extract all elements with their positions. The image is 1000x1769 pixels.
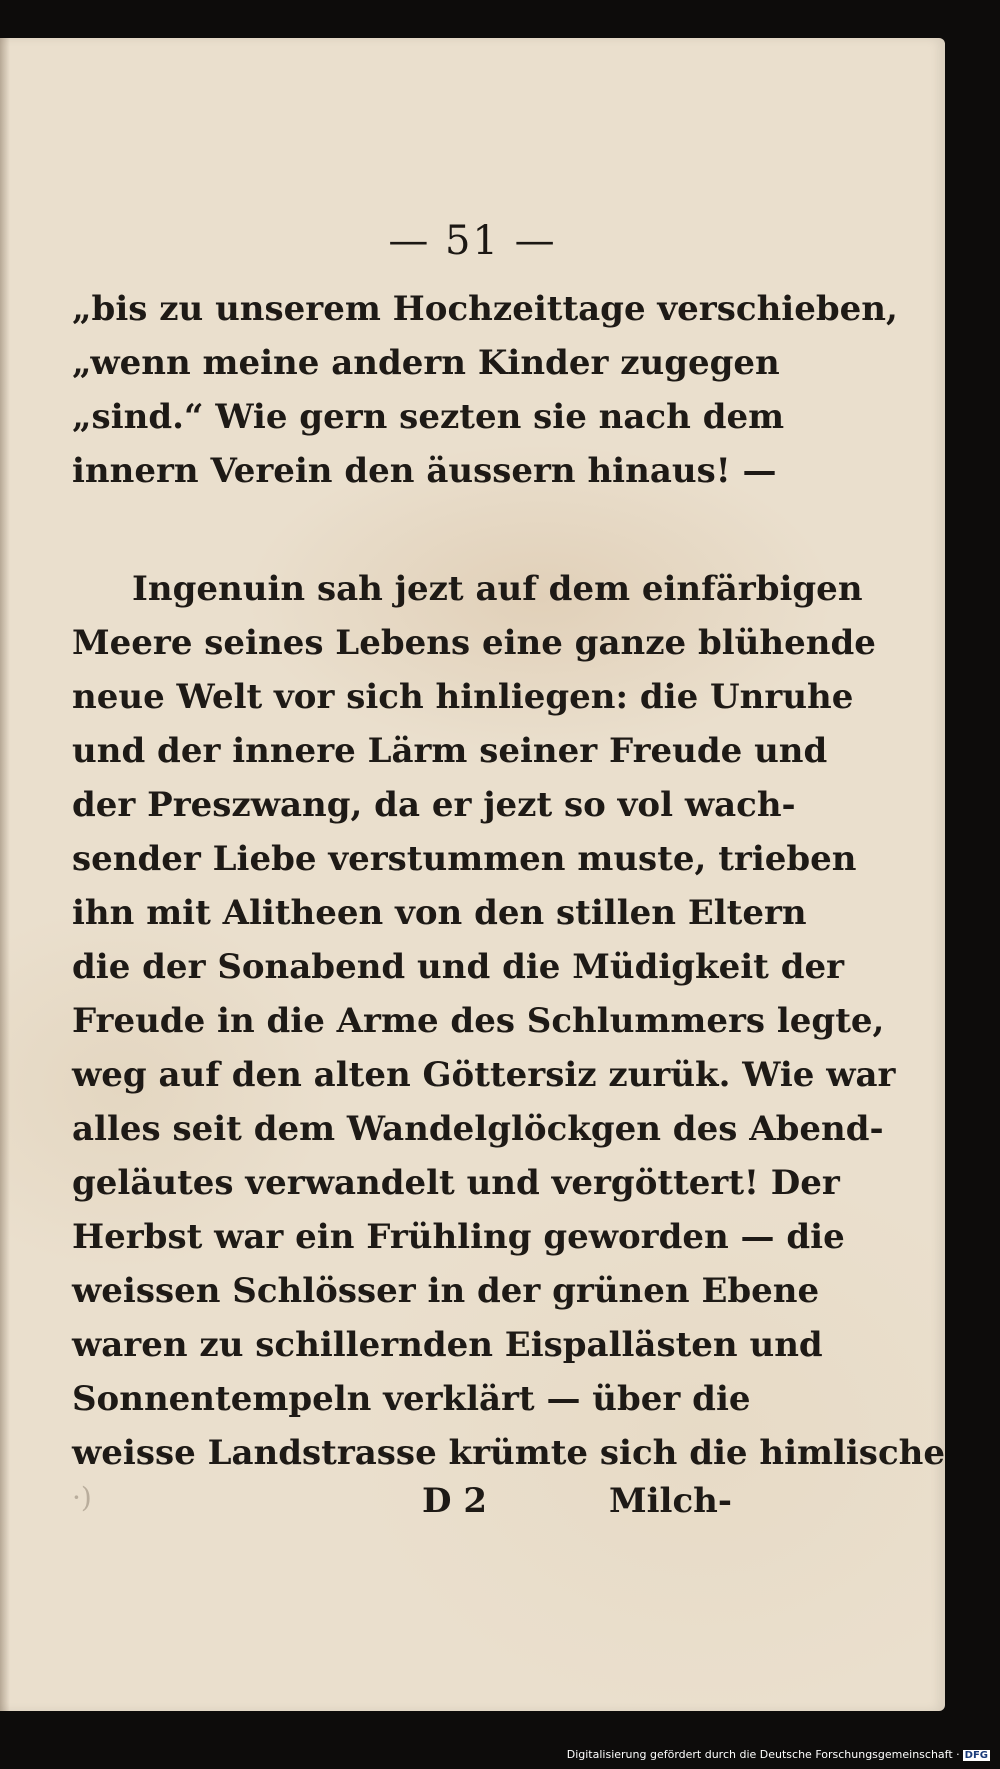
text-line: waren zu schillernden Eispallästen und [72, 1325, 823, 1365]
text-line: Herbst war ein Frühling geworden — die [72, 1217, 845, 1257]
text-line: neue Welt vor sich hinliegen: die Unruhe [72, 677, 854, 717]
text-line: alles seit dem Wandelglöckgen des Abend- [72, 1109, 884, 1149]
text-line: weg auf den alten Göttersiz zurük. Wie war [72, 1055, 896, 1095]
text-line: „bis zu unserem Hochzeittage verschieben, [72, 289, 898, 329]
dfg-logo: DFG [964, 1750, 988, 1761]
signature-mark: D 2 [422, 1481, 487, 1521]
text-line: Meere seines Lebens eine ganze blühende [72, 623, 876, 663]
text-line: weissen Schlösser in der grünen Ebene [72, 1271, 820, 1311]
text-line: Sonnentempeln verklärt — über die [72, 1379, 751, 1419]
credit-text: Digitalisierung gefördert durch die Deutsche Forschungsgemeinschaft · [566, 1748, 960, 1761]
page-footer [72, 1481, 732, 1533]
paragraph-first-line: Ingenuin sah jezt auf dem einfärbigen [132, 569, 863, 609]
text-line: „sind.“ Wie gern sezten sie nach dem [72, 397, 785, 437]
page-number: — 51 — [388, 218, 557, 264]
stamp-mark: ·) [72, 1481, 92, 1514]
catchword: Milch- [608, 1481, 732, 1521]
text-line: die der Sonabend und die Müdigkeit der [72, 947, 845, 987]
text-line: sender Liebe verstummen muste, trieben [72, 839, 857, 879]
text-line: „wenn meine andern Kinder zugegen [72, 343, 780, 383]
page-edge-shadow [0, 38, 10, 1711]
text-line: innern Verein den äussern hinaus! — [72, 451, 777, 491]
text-line: weisse Landstrasse krümte sich die himlische [72, 1433, 945, 1473]
text-line: der Preszwang, da er jezt so vol wach- [72, 785, 796, 825]
digitization-credit [567, 1748, 990, 1761]
text-line: ihn mit Alitheen von den stillen Eltern [72, 893, 807, 933]
text-line: geläutes verwandelt und vergöttert! Der [72, 1163, 840, 1203]
text-line: Freude in die Arme des Schlummers legte, [72, 1001, 885, 1041]
text-line: und der innere Lärm seiner Freude und [72, 731, 828, 771]
